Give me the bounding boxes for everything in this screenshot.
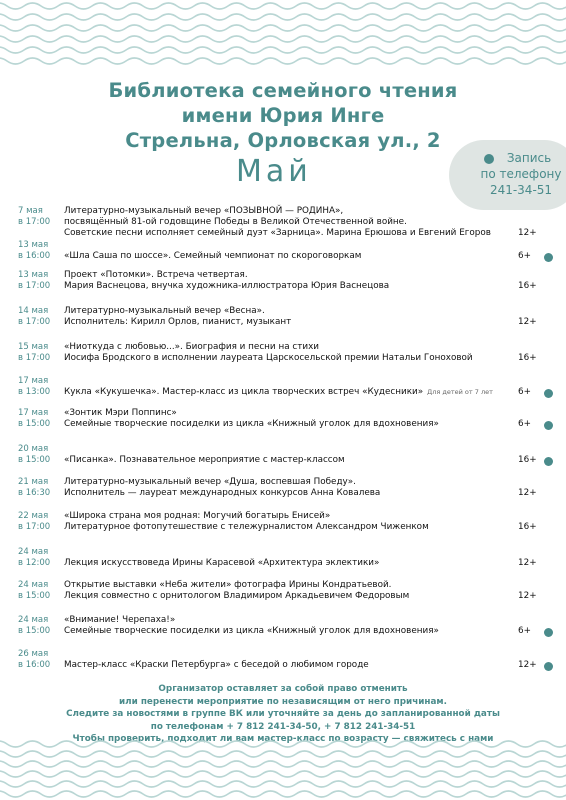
- footer-line: или перенести мероприятие по независящим от него причинам.: [119, 696, 447, 707]
- wave-line: [0, 36, 566, 42]
- wave-pattern-bottom: [0, 738, 566, 800]
- library-address: Стрельна, Орловская ул., 2: [125, 129, 441, 152]
- bullet-icon: [544, 662, 553, 671]
- age-rating: 12+: [518, 228, 537, 238]
- event-description: [64, 660, 369, 670]
- bullet-icon: [544, 253, 553, 262]
- event-description-text: Кукла «Кукушечка». Мастер-класс из цикла творческих встреч «Кудесники»: [64, 387, 424, 397]
- age-rating: 12+: [518, 488, 537, 498]
- event-description-text: Мария Васнецова, внучка художника-иллюстратора Юрия Васнецова: [64, 281, 390, 291]
- library-subtitle: имени Юрия Инге: [181, 104, 385, 127]
- event-description-text: Исполнитель — лауреат международных конкурсов Анна Ковалева: [64, 488, 381, 498]
- event-description: [64, 228, 491, 238]
- age-rating: 6+: [518, 387, 531, 397]
- wave-line: [0, 781, 566, 787]
- month-title: Май: [236, 154, 312, 189]
- event-description: [64, 511, 330, 521]
- event-time: в 15:00: [18, 626, 51, 636]
- wave-line: [0, 771, 566, 777]
- event-description-text: «Широка страна моя родная: Могучий богатырь Енисей»: [64, 511, 331, 521]
- event-description: [64, 270, 248, 280]
- wave-line: [0, 741, 566, 747]
- age-rating: 12+: [518, 317, 537, 327]
- event-description: [64, 558, 379, 568]
- footer: [0, 683, 566, 746]
- event-date: 24 мая: [18, 547, 49, 557]
- event-description-text: Иосифа Бродского в исполнении лауреата Царскосельской премии Натальи Гоноховой: [64, 353, 473, 363]
- age-rating: 12+: [518, 660, 537, 670]
- event-description: [64, 317, 291, 327]
- bullet-icon: [544, 457, 553, 466]
- event-description-text: «Писанка». Познавательное мероприятие с мастер-классом: [64, 455, 345, 465]
- event-description: [64, 306, 265, 316]
- event-description-text: Открытие выставки «Неба жители» фотографа Ирины Кондратьевой.: [64, 580, 392, 590]
- footer-line: Организатор оставляет за собой право отменить: [158, 684, 408, 694]
- age-rating: 6+: [518, 626, 531, 636]
- event-description-text: Мастер-класс «Краски Петербурга» с беседой о любимом городе: [64, 660, 369, 670]
- event-date: 17 мая: [18, 408, 49, 418]
- event-description-text: Литературно-музыкальный вечер «Весна».: [64, 306, 265, 316]
- event-description: [64, 591, 409, 601]
- wave-line: [0, 58, 566, 64]
- event-description-text: посвящённый 81-ой годовщине Победы в Великой Отечественной войне.: [64, 217, 407, 227]
- event-date: 22 мая: [18, 511, 49, 521]
- event-description: [64, 217, 407, 227]
- event-description: [64, 419, 439, 429]
- event-description: [64, 387, 493, 397]
- event-date: 24 мая: [18, 580, 49, 590]
- event-description-text: Лекция искусствоведа Ирины Карасевой «Архитектура эклектики»: [64, 558, 380, 568]
- event-date: 14 мая: [18, 306, 49, 316]
- event-description: [64, 522, 429, 532]
- event-description: [64, 615, 175, 625]
- event-time: в 16:00: [18, 660, 51, 670]
- event-description-text: «Шла Саша по шоссе». Семейный чемпионат по скороговоркам: [64, 251, 362, 261]
- event-description-text: Семейные творческие посиделки из цикла «Книжный уголок для вдохновения»: [64, 626, 439, 636]
- event-date: 26 мая: [18, 649, 49, 659]
- wave-line: [0, 791, 566, 797]
- wave-line: [0, 751, 566, 757]
- event-date: 7 мая: [18, 206, 43, 216]
- event-date: 21 мая: [18, 477, 49, 487]
- event-time: в 15:00: [18, 591, 51, 601]
- event-description-text: «Зонтик Мэри Поппинс»: [64, 408, 177, 418]
- footer-line: Следите за новостями в группе ВК или уточняйте за день до запланированной даты: [66, 709, 500, 719]
- event-description-text: «Внимание! Черепаха!»: [64, 615, 176, 625]
- bullet-icon: [544, 421, 553, 430]
- wave-line: [0, 761, 566, 767]
- wave-line: [0, 25, 566, 31]
- event-description-text: Семейные творческие посиделки из цикла «Книжный уголок для вдохновения»: [64, 419, 439, 429]
- phone-label: Запись: [506, 151, 552, 165]
- age-rating: 16+: [518, 353, 537, 363]
- event-date: 13 мая: [18, 270, 49, 280]
- event-date: 20 мая: [18, 444, 49, 454]
- event-age-note: Для детей от 7 лет: [427, 388, 493, 396]
- footer-line: Чтобы проверить, подходит ли вам мастер-класс по возрасту — свяжитесь с нами: [72, 734, 494, 744]
- age-rating: 12+: [518, 558, 537, 568]
- event-date: 13 мая: [18, 240, 49, 250]
- event-description: [64, 408, 177, 418]
- event-date: 24 мая: [18, 615, 49, 625]
- event-time: в 16:30: [18, 488, 51, 498]
- age-rating: 6+: [518, 251, 531, 261]
- event-time: в 17:00: [18, 317, 51, 327]
- event-time: в 13:00: [18, 387, 51, 397]
- wave-line: [0, 47, 566, 53]
- event-date: 15 мая: [18, 342, 49, 352]
- event-time: в 17:00: [18, 217, 51, 227]
- event-time: в 17:00: [18, 353, 51, 363]
- event-description: [64, 206, 343, 216]
- event-time: в 16:00: [18, 251, 51, 261]
- wave-line: [0, 14, 566, 20]
- bullet-icon: [544, 389, 553, 398]
- footer-line: по телефонам + 7 812 241-34-50, + 7 812 241-34-51: [150, 721, 416, 732]
- event-description-text: Проект «Потомки». Встреча четвертая.: [64, 270, 248, 280]
- event-time: в 17:00: [18, 281, 51, 291]
- event-description: [64, 488, 380, 498]
- phone-number: 241-34-51: [489, 183, 553, 197]
- event-description: [64, 281, 389, 291]
- library-name: Библиотека семейного чтения: [108, 79, 458, 102]
- age-rating: 16+: [518, 522, 537, 532]
- event-description: [64, 477, 356, 487]
- event-description: [64, 580, 391, 590]
- event-description: [64, 342, 319, 352]
- event-description-text: Лекция совместно с орнитологом Владимиром Аркадьевичем Федоровым: [64, 591, 410, 601]
- event-description: [64, 353, 473, 363]
- event-date: 17 мая: [18, 376, 49, 386]
- wave-pattern-top: [0, 0, 566, 72]
- age-rating: 16+: [518, 281, 537, 291]
- event-description-text: Исполнитель: Кирилл Орлов, пианист, музыкант: [64, 317, 292, 327]
- bullet-icon: [544, 628, 553, 637]
- age-rating: 12+: [518, 591, 537, 601]
- event-time: в 15:00: [18, 455, 51, 465]
- event-description: [64, 251, 361, 261]
- age-rating: 16+: [518, 455, 537, 465]
- event-description-text: Литературно-музыкальный вечер «Душа, воспевшая Победу».: [64, 477, 356, 487]
- event-time: в 15:00: [18, 419, 51, 429]
- event-description-text: «Ниоткуда с любовью...». Биография и песни на стихи: [64, 342, 319, 352]
- event-description: [64, 455, 345, 465]
- event-time: в 17:00: [18, 522, 51, 532]
- event-description-text: Литературное фотопутешествие с тележурналистом Александром Чиженком: [64, 522, 429, 532]
- wave-line: [0, 3, 566, 9]
- event-time: в 12:00: [18, 558, 51, 568]
- phone-label-2: по телефону: [480, 167, 562, 181]
- event-description: [64, 626, 439, 636]
- event-description-text: Советские песни исполняет семейный дуэт «Зарница». Марина Ерюшова и Евгений Егоров: [64, 228, 491, 238]
- age-rating: 6+: [518, 419, 531, 429]
- event-description-text: Литературно-музыкальный вечер «ПОЗЫВНОЙ — РОДИНА»,: [64, 206, 344, 216]
